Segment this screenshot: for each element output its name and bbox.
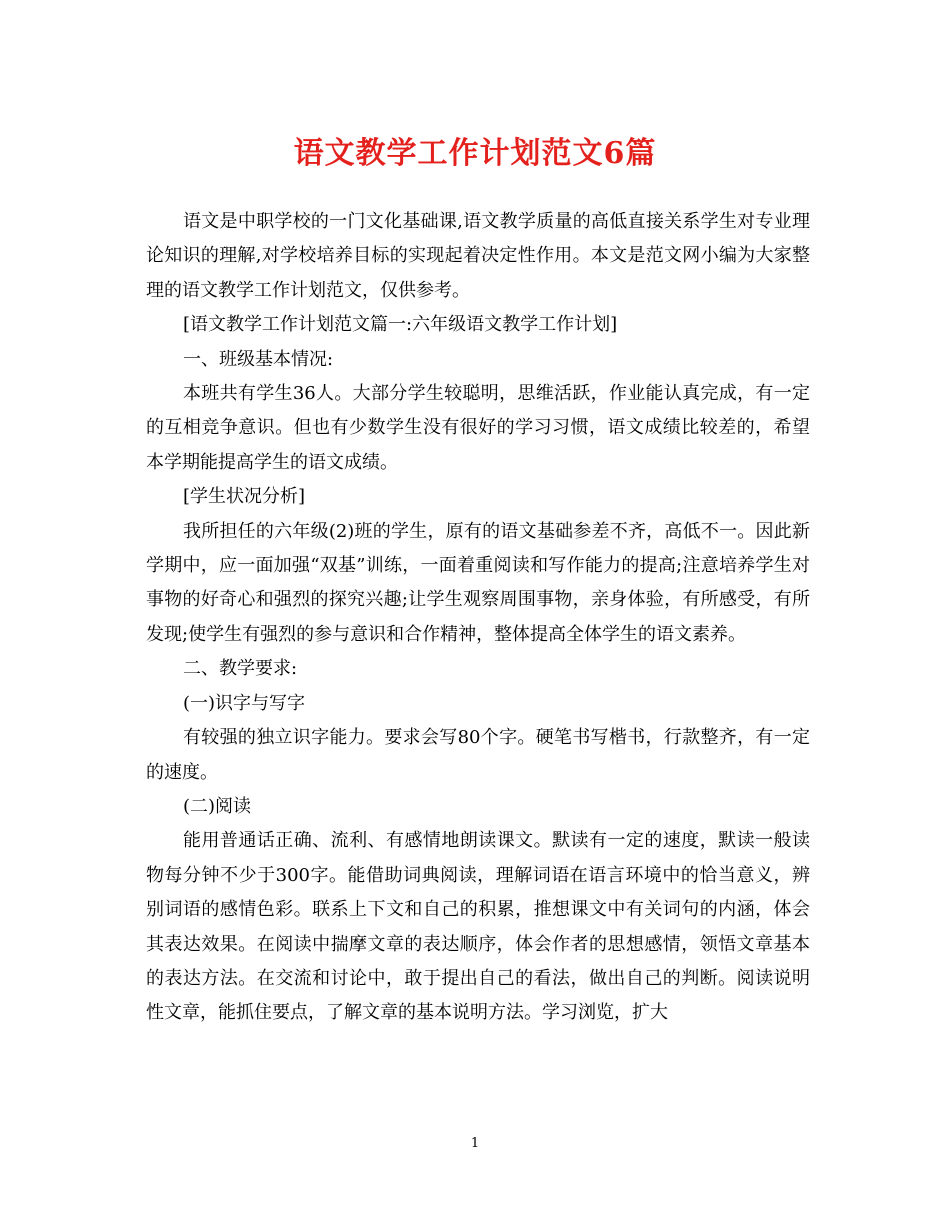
paragraph-student-analysis: 我所担任的六年级(2)班的学生，原有的语文基础参差不齐，高低不一。因此新学期中，应一面加强“双基”训练，一面着重阅读和写作能力的提高;注意培养学生对事物的好奇心和强烈的探究兴趣;让学生观察周围事物，亲身体验，有所感受，有所发现;使学生有强烈的参与意识和合作精神，整体提高全体学生的语文素养。 bbox=[146, 520, 810, 645]
subheading-reading: (二)阅读 bbox=[183, 795, 252, 817]
heading-class-situation: 一、班级基本情况: bbox=[183, 348, 334, 370]
page-number: 1 bbox=[470, 1136, 480, 1151]
paragraph-class-situation: 本班共有学生36人。大部分学生较聪明，思维活跃，作业能认真完成，有一定的互相竞争意识。但也有少数学生没有很好的学习习惯，语文成绩比较差的，希望本学期能提高学生的语文成绩。 bbox=[146, 383, 810, 473]
heading-teaching-requirements: 二、教学要求: bbox=[183, 658, 298, 680]
document-body bbox=[146, 205, 810, 1031]
paragraph-intro: 语文是中职学校的一门文化基础课,语文教学质量的高低直接关系学生对专业理论知识的理解,对学校培养目标的实现起着决定性作用。本文是范文网小编为大家整理的语文教学工作计划范文，仅供参考。 bbox=[146, 211, 810, 301]
heading-student-analysis: [学生状况分析] bbox=[183, 486, 306, 508]
document-title: 语文教学工作计划范文6篇 bbox=[293, 136, 657, 171]
subheading-literacy-writing: (一)识字与写字 bbox=[183, 692, 306, 714]
section-heading-plan-one: [语文教学工作计划范文篇一:六年级语文教学工作计划] bbox=[183, 314, 618, 336]
paragraph-literacy-writing: 有较强的独立识字能力。要求会写80个字。硬笔书写楷书，行款整齐，有一定的速度。 bbox=[146, 727, 810, 783]
paragraph-reading: 能用普通话正确、流利、有感情地朗读课文。默读有一定的速度，默读一般读物每分钟不少于300字。能借助词典阅读，理解词语在语言环境中的恰当意义，辨别词语的感情色彩。联系上下文和自己的积累，推想课文中有关词句的内涵，体会其表达效果。在阅读中揣摩文章的表达顺序，体会作者的思想感情，领悟文章基本的表达方法。在交流和讨论中，敢于提出自己的看法，做出自己的判断。阅读说明性文章，能抓住要点，了解文章的基本说明方法。学习浏览，扩大 bbox=[146, 830, 810, 1024]
